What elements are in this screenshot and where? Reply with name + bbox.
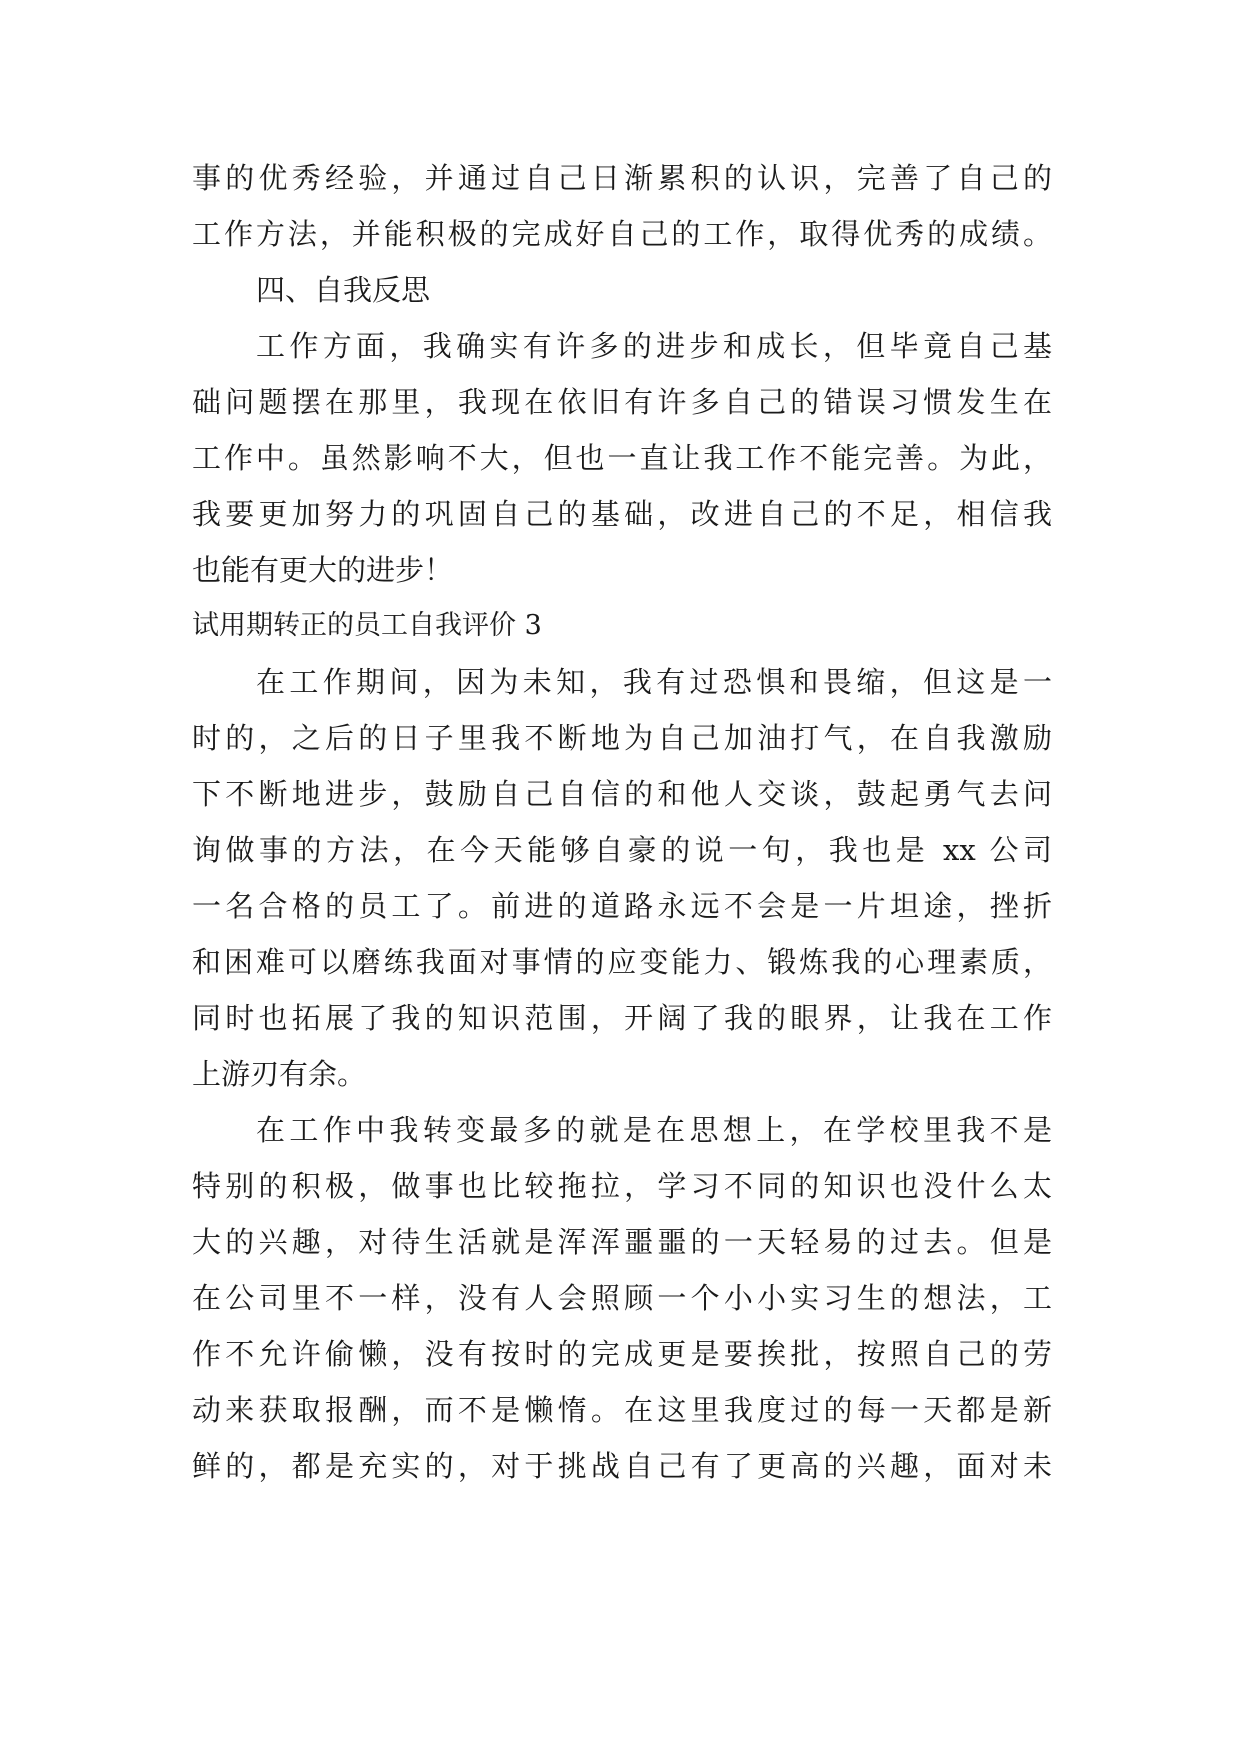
text-line: 大的兴趣，对待生活就是浑浑噩噩的一天轻易的过去。但是 [192, 1225, 1052, 1259]
text-line: 工作方法，并能积极的完成好自己的工作，取得优秀的成绩。 [192, 217, 1052, 251]
text-line: 同时也拓展了我的知识范围，开阔了我的眼界，让我在工作 [192, 1001, 1052, 1035]
section-four-heading: 四、自我反思 [256, 273, 431, 307]
text-line: 也能有更大的进步！ [192, 553, 454, 587]
paragraph-reflection [192, 318, 1052, 598]
text-line: 在工作中我转变最多的就是在思想上，在学校里我不是 [256, 1113, 1052, 1147]
text-line: 一名合格的员工了。前进的道路永远不会是一片坦途，挫折 [192, 889, 1052, 923]
text-line: 在工作期间，因为未知，我有过恐惧和畏缩，但这是一 [256, 665, 1052, 699]
text-line: 特别的积极，做事也比较拖拉，学习不同的知识也没什么太 [192, 1169, 1052, 1203]
text-line: 工作中。虽然影响不大，但也一直让我工作不能完善。为此， [192, 441, 1052, 475]
essay-title: 试用期转正的员工自我评价 3 [192, 610, 542, 641]
text-line: 和困难可以磨练我面对事情的应变能力、锻炼我的心理素质， [192, 945, 1052, 979]
paragraph-essay-1 [192, 654, 1052, 1102]
text-line: 下不断地进步，鼓励自己自信的和他人交谈，鼓起勇气去问 [192, 777, 1052, 811]
text-line: 时的，之后的日子里我不断地为自己加油打气，在自我激励 [192, 721, 1052, 755]
text-line: 作不允许偷懒，没有按时的完成更是要挨批，按照自己的劳 [192, 1337, 1052, 1371]
text-line: 鲜的，都是充实的，对于挑战自己有了更高的兴趣，面对未 [192, 1449, 1052, 1483]
text-line: 事的优秀经验，并通过自己日渐累积的认识，完善了自己的 [192, 161, 1052, 195]
text-line: 础问题摆在那里，我现在依旧有许多自己的错误习惯发生在 [192, 385, 1052, 419]
text-line: 我要更加努力的巩固自己的基础，改进自己的不足，相信我 [192, 497, 1052, 531]
text-line: 询做事的方法，在今天能够自豪的说一句，我也是 xx 公司 [192, 833, 1052, 867]
text-line: 上游刃有余。 [192, 1057, 367, 1091]
paragraph-previous [192, 150, 1052, 262]
document-page [192, 150, 1052, 1494]
text-line: 动来获取报酬，而不是懒惰。在这里我度过的每一天都是新 [192, 1393, 1052, 1427]
text-line: 在公司里不一样，没有人会照顾一个小小实习生的想法，工 [192, 1281, 1052, 1315]
text-line: 工作方面，我确实有许多的进步和成长，但毕竟自己基 [256, 329, 1052, 363]
paragraph-essay-2 [192, 1102, 1052, 1494]
